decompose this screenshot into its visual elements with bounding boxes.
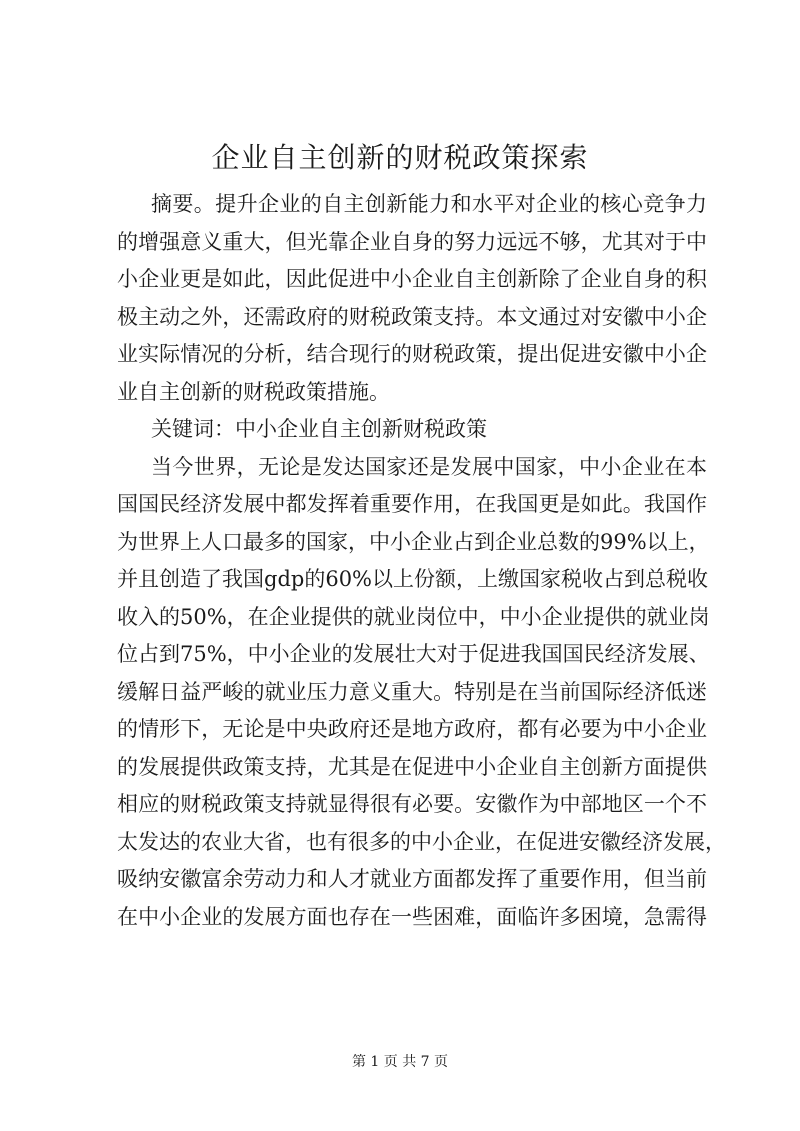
body-line: 吸纳安徽富余劳动力和人才就业方面都发挥了重要作用，但当前 [117,867,707,891]
body-line: 的增强意义重大，但光靠企业自身的努力远远不够，尤其对于中 [117,229,707,254]
body-line: 为世界上人口最多的国家，中小企业占到企业总数的99%以上， [117,529,710,554]
document-title: 企业自主创新的财税政策探索 [211,141,589,174]
body-line: 国国民经济发展中都发挥着重要作用，在我国更是如此。我国作 [117,492,707,516]
body-line: 的发展提供政策支持，尤其是在促进中小企业自主创新方面提供 [117,754,707,779]
body-line: 关键词：中小企业自主创新财税政策 [151,417,487,441]
body-line: 相应的财税政策支持就显得很有必要。安徽作为中部地区一个不 [117,792,707,816]
body-line: 摘要。提升企业的自主创新能力和水平对企业的核心竞争力 [151,192,707,216]
body-line: 缓解日益严峻的就业压力意义重大。特别是在当前国际经济低迷 [117,679,707,704]
body-line: 收入的50%，在企业提供的就业岗位中，中小企业提供的就业岗 [117,604,710,629]
body-line: 业实际情况的分析，结合现行的财税政策，提出促进安徽中小企 [117,342,707,366]
body-line: 业自主创新的财税政策措施。 [117,379,390,404]
body-line: 小企业更是如此，因此促进中小企业自主创新除了企业自身的积 [117,267,707,291]
page-footer: 第 1 页 共 7 页 [351,1054,449,1070]
body-line: 的情形下，无论是中央政府还是地方政府，都有必要为中小企业 [117,717,707,741]
body-line: 极主动之外，还需政府的财税政策支持。本文通过对安徽中小企 [117,304,707,329]
body-line: 在中小企业的发展方面也存在一些困难，面临许多困境，急需得 [117,904,707,929]
document-body [117,186,726,936]
body-line: 太发达的农业大省，也有很多的中小企业，在促进安徽经济发展， [117,829,726,854]
body-line: 并且创造了我国gdp的60%以上份额，上缴国家税收占到总税收 [117,567,709,591]
body-line: 当今世界，无论是发达国家还是发展中国家，中小企业在本 [151,454,707,479]
body-line: 位占到75%，中小企业的发展壮大对于促进我国国民经济发展、 [117,642,710,666]
